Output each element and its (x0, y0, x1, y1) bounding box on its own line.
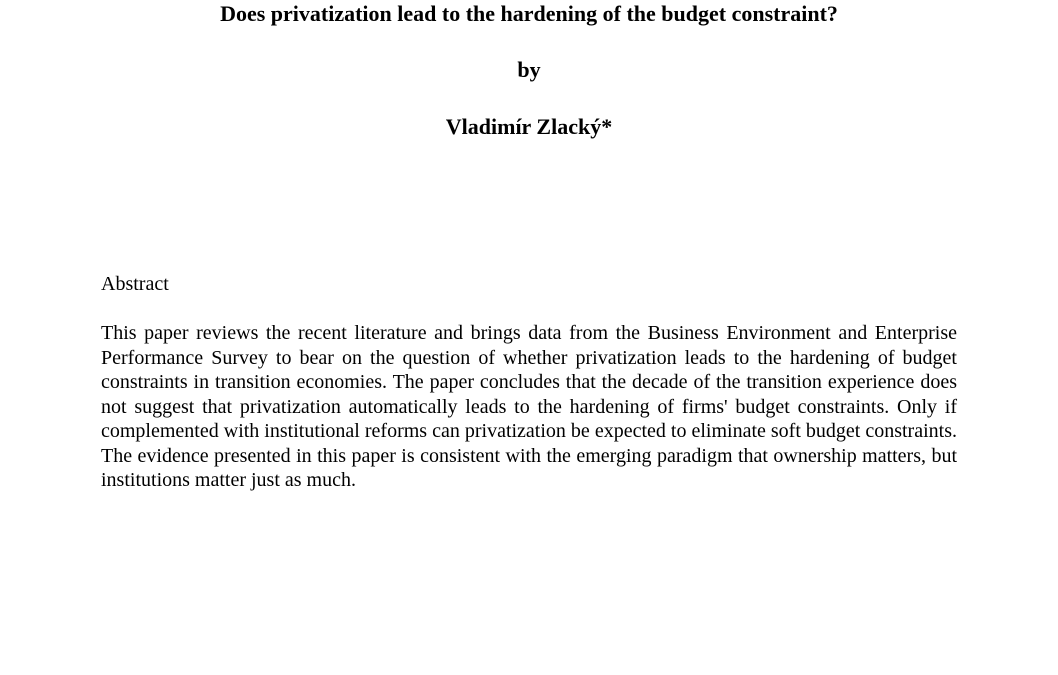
paper-title: Does privatization lead to the hardening of the budget constraint? (220, 1, 838, 26)
abstract-body: This paper reviews the recent literature and brings data from the Business Environment and Enterprise Performance Survey to bear on the question of whether privatization leads to the hardening of budget constraints in transition economies. The paper concludes that the decade of the transition experience does not suggest that privatization automatically leads to the hardening of firms' budget constraints. Only if complemented with institutional reforms can privatization be expected to eliminate soft budget constraints. The evidence presented in this paper is consistent with the emerging paradigm that ownership matters, but institutions matter just as much. (101, 322, 957, 491)
abstract-heading: Abstract (101, 273, 169, 295)
author-name: Vladimír Zlacký* (445, 114, 613, 139)
byline-by: by (517, 57, 541, 82)
